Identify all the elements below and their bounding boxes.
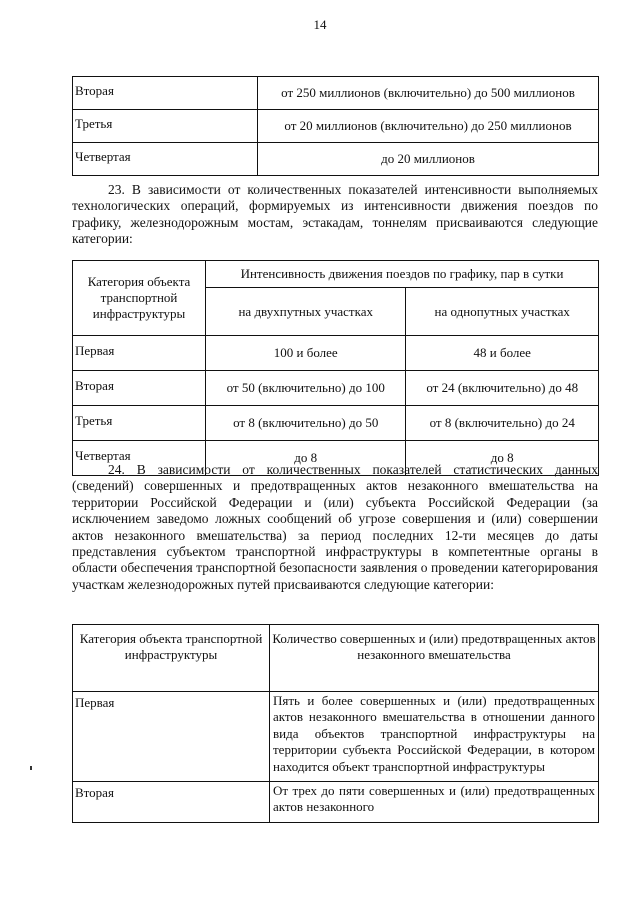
header-category: Категория объекта транспортной инфраструктуры — [73, 625, 270, 692]
table-cell-text: От трех до пяти совершенных и (или) предотвращенных актов незаконного — [270, 782, 599, 823]
header-single-track: на однопутных участках — [406, 288, 599, 336]
table-cell-single: 48 и более — [406, 336, 599, 371]
table-cell-category: Первая — [73, 336, 206, 371]
table-cell-category: Третья — [73, 406, 206, 441]
table-cell-single: до 8 — [406, 441, 599, 476]
table-cell-category: Первая — [73, 692, 270, 782]
table-cell-category: Третья — [73, 110, 258, 143]
paragraph-text: 23. В зависимости от количественных показателей интенсивности выполняемых технологических операций, формируемых из интенсивности движения поездов по графику, железнодорожным мостам, эстакадам, тоннелям присваиваются следующие категории: — [72, 182, 598, 247]
table-row — [73, 77, 599, 110]
table-cell-value: до 20 миллионов — [258, 143, 599, 176]
table-cell-single: от 8 (включительно) до 24 — [406, 406, 599, 441]
paragraph-text: 24. В зависимости от количественных показателей статистических данных (сведений) совершенных и предотвращенных актов незаконного вмешательства на территории Российской Федерации и (или) субъекта Российской Федерации (за исключением заведомо ложных сообщений об угрозе совершения и (или) совершении актов незаконного вмешательства) за период последних 12-ти месяцев до даты представления субъектом транспортной инфраструктуры в компетентные органы в области обеспечения транспортной безопасности заявления о проведении категорирования участкам железнодорожных путей присваиваются следующие категории: — [72, 462, 598, 592]
scan-speck — [30, 766, 32, 770]
table-row — [73, 406, 599, 441]
header-category: Категория объекта транспортной инфраструктуры — [73, 261, 206, 336]
header-double-track: на двухпутных участках — [206, 288, 406, 336]
table-row — [73, 692, 599, 782]
table-row — [73, 110, 599, 143]
table-cell-text: Пять и более совершенных и (или) предотвращенных актов незаконного вмешательства в отношении данного вида объектов транспортной инфраструктуры на территории субъекта Российской Федерации, в котором находится объект транспортной инфраструктуры — [270, 692, 599, 782]
header-intensity: Интенсивность движения поездов по графику, пар в сутки — [206, 261, 599, 288]
table-cell-category: Четвертая — [73, 441, 206, 476]
table-cell-category: Четвертая — [73, 143, 258, 176]
table-cell-category: Вторая — [73, 371, 206, 406]
page-number: 14 — [313, 17, 327, 32]
table-cell-category: Вторая — [73, 77, 258, 110]
table-row — [73, 371, 599, 406]
table-header-row — [73, 625, 599, 692]
table-cell-category: Вторая — [73, 782, 270, 823]
table-cell-double: до 8 — [206, 441, 406, 476]
table-row — [73, 782, 599, 823]
table-cell-value: от 250 миллионов (включительно) до 500 миллионов — [258, 77, 599, 110]
train-intensity-table — [72, 260, 599, 476]
table-header-row — [73, 261, 599, 288]
table-cell-double: от 8 (включительно) до 50 — [206, 406, 406, 441]
paragraph-23 — [72, 182, 598, 248]
interference-acts-table — [72, 624, 599, 823]
paragraph-24 — [72, 462, 598, 593]
table-cell-double: 100 и более — [206, 336, 406, 371]
header-count: Количество совершенных и (или) предотвращенных актов незаконного вмешательства — [270, 625, 599, 692]
revenue-category-table — [72, 76, 599, 176]
table-cell-double: от 50 (включительно) до 100 — [206, 371, 406, 406]
table-row — [73, 336, 599, 371]
table-row — [73, 143, 599, 176]
table-cell-single: от 24 (включительно) до 48 — [406, 371, 599, 406]
table-cell-value: от 20 миллионов (включительно) до 250 миллионов — [258, 110, 599, 143]
